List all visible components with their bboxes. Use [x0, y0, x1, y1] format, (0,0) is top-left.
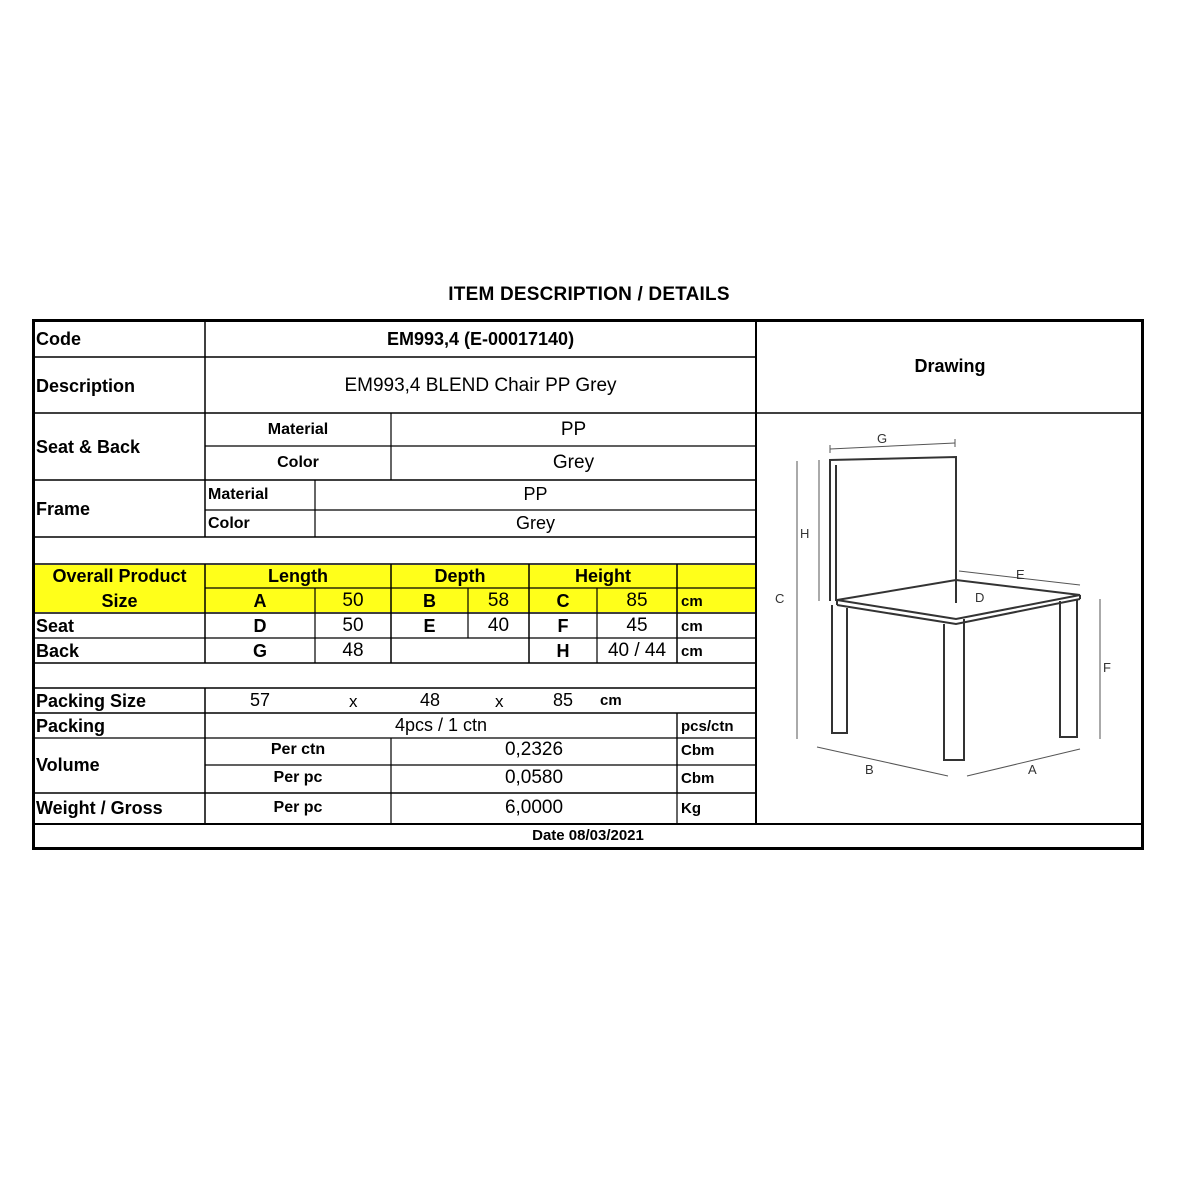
- packing-size-width: 48: [420, 690, 441, 710]
- dim-h-value: 40 / 44: [607, 640, 667, 661]
- frame-material-value: PP: [523, 484, 548, 504]
- volume-label: Volume: [36, 755, 100, 775]
- dim-d-letter: D: [253, 616, 267, 636]
- dimension-lines: [797, 439, 1100, 776]
- volume-per-pc-unit: Cbm: [681, 770, 715, 787]
- dim-b-letter: B: [423, 591, 436, 611]
- dim-g-letter: G: [252, 641, 267, 661]
- seat-back-material-label: Material: [267, 421, 329, 438]
- packing-size-height: 85: [553, 690, 574, 710]
- volume-per-ctn-label: Per ctn: [270, 741, 326, 758]
- drawing-letter-b: B: [865, 762, 874, 777]
- weight-unit: Kg: [681, 800, 701, 817]
- frame-color-value: Grey: [515, 513, 555, 533]
- dim-f-letter: F: [557, 616, 569, 636]
- document-title: ITEM DESCRIPTION / DETAILS: [448, 284, 730, 305]
- drawing-letter-h: H: [800, 526, 810, 541]
- overall-unit: cm: [681, 593, 703, 610]
- frame-material-label: Material: [208, 486, 269, 503]
- dim-f-value: 45: [626, 615, 648, 636]
- dim-e-letter: E: [423, 616, 436, 636]
- packing-size-length: 57: [250, 690, 271, 710]
- weight-per-pc-label: Per pc: [273, 799, 323, 816]
- chair-drawing: [830, 457, 1080, 760]
- drawing-letter-e: E: [1016, 567, 1025, 582]
- dim-e-value: 40: [487, 615, 510, 636]
- drawing-letter-c: C: [775, 591, 785, 606]
- spec-sheet: [32, 319, 1144, 850]
- description-value: EM993,4 BLEND Chair PP Grey: [344, 375, 617, 396]
- dim-c-value: 85: [626, 590, 648, 611]
- dim-c-letter: C: [556, 591, 570, 611]
- dim-d-value: 50: [342, 615, 364, 636]
- packing-unit: pcs/ctn: [681, 718, 734, 735]
- back-unit: cm: [681, 643, 703, 660]
- dim-h-letter: H: [556, 641, 570, 661]
- volume-per-pc-value: 0,0580: [504, 767, 564, 788]
- length-header: Length: [268, 566, 328, 586]
- packing-size-unit: cm: [600, 692, 622, 709]
- overall-label-line2: Size: [101, 591, 138, 611]
- code-value: EM993,4 (E-00017140): [386, 329, 575, 349]
- date: Date 08/03/2021: [532, 827, 644, 844]
- frame-color-label: Color: [208, 515, 250, 532]
- frame-label: Frame: [36, 499, 91, 519]
- drawing-letter-d: D: [975, 590, 985, 605]
- volume-per-pc-label: Per pc: [273, 769, 323, 786]
- drawing-letter-a: A: [1028, 762, 1037, 777]
- packing-value: 4pcs / 1 ctn: [394, 715, 488, 735]
- height-header: Height: [575, 566, 631, 586]
- dim-a-letter: A: [253, 591, 267, 611]
- weight-value: 6,0000: [504, 797, 564, 818]
- depth-header: Depth: [434, 566, 486, 586]
- seat-back-label: Seat & Back: [36, 437, 141, 457]
- description-label: Description: [36, 376, 136, 396]
- seat-unit: cm: [681, 618, 703, 635]
- drawing-letter-f: F: [1103, 660, 1111, 675]
- packing-size-x1: x: [349, 692, 358, 711]
- drawing-label: Drawing: [914, 356, 986, 376]
- dim-b-value: 58: [487, 590, 510, 611]
- code-label: Code: [36, 329, 81, 349]
- overall-label-line1: Overall Product: [52, 566, 187, 586]
- drawing-letter-g: G: [877, 431, 888, 446]
- packing-size-x2: x: [495, 692, 504, 711]
- seat-label: Seat: [36, 616, 75, 636]
- volume-per-ctn-value: 0,2326: [504, 739, 564, 760]
- back-label: Back: [36, 641, 80, 661]
- seat-back-color-label: Color: [277, 454, 319, 471]
- weight-label: Weight / Gross: [36, 798, 163, 818]
- dim-a-value: 50: [342, 590, 364, 611]
- seat-back-color-value: Grey: [552, 452, 595, 473]
- packing-size-label: Packing Size: [36, 691, 147, 711]
- seat-back-material-value: PP: [560, 419, 587, 440]
- volume-per-ctn-unit: Cbm: [681, 742, 715, 759]
- packing-label: Packing: [36, 716, 106, 736]
- dim-g-value: 48: [342, 640, 364, 661]
